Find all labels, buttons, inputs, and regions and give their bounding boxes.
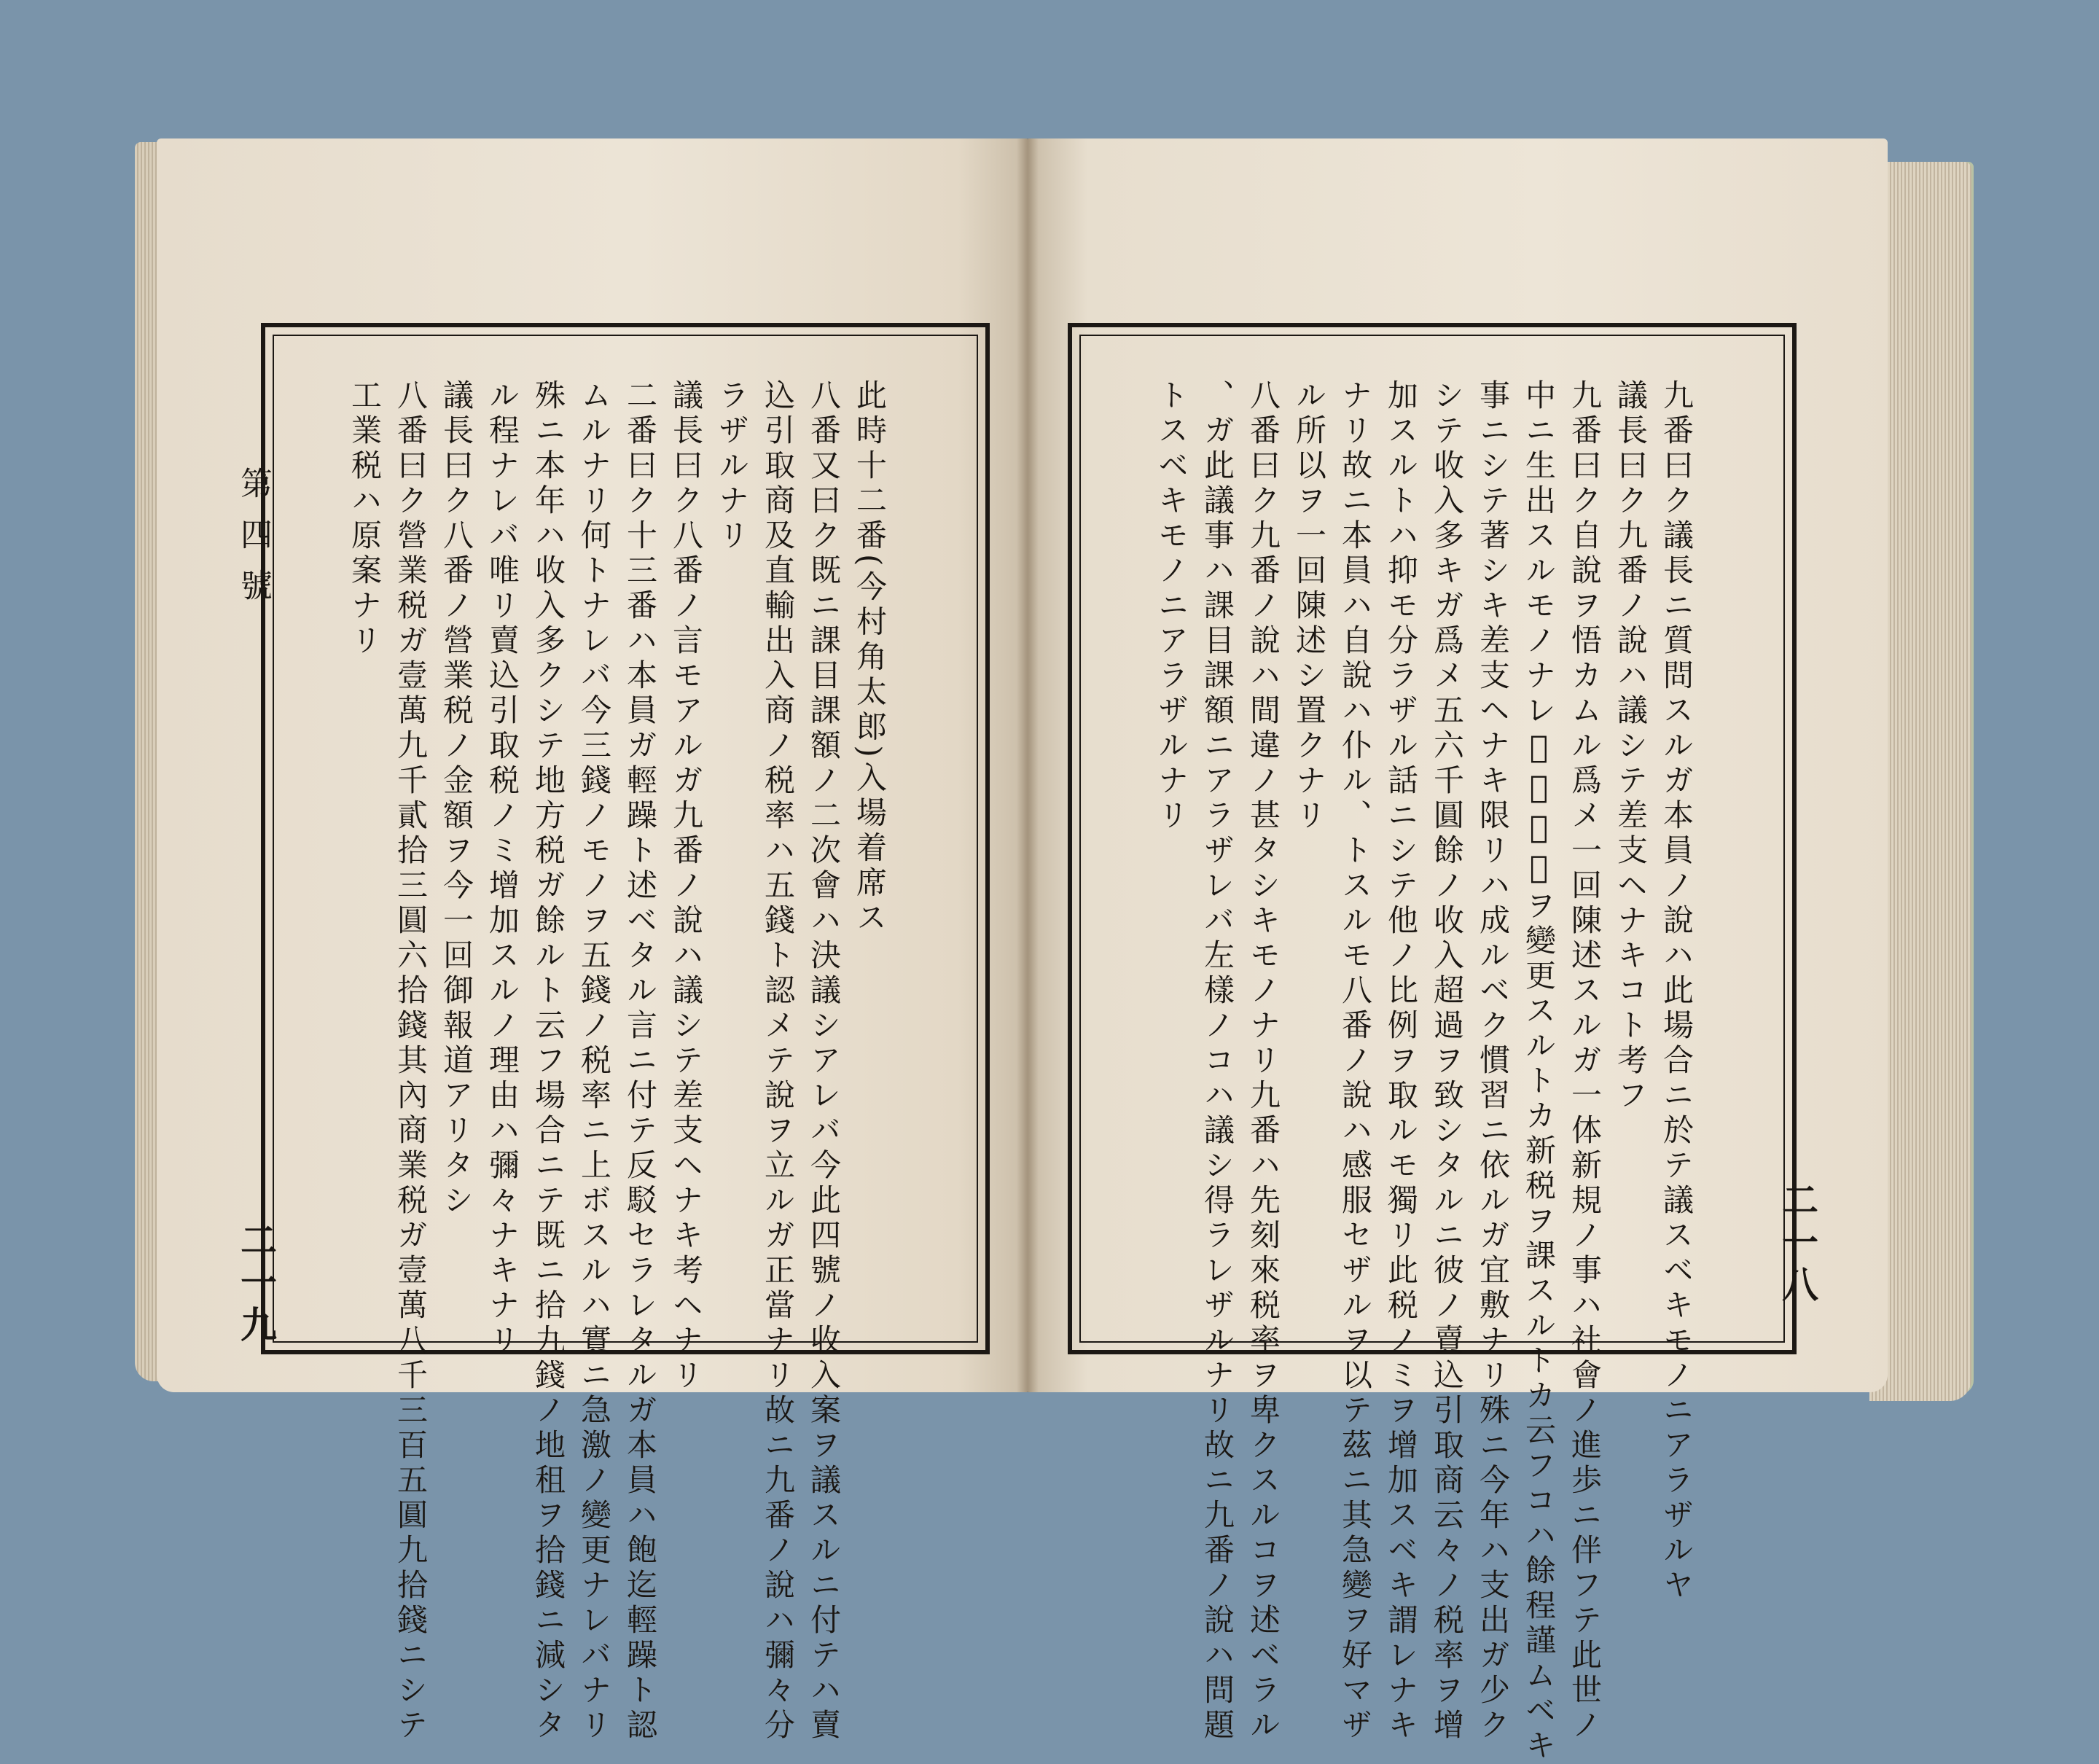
text-line: 二番曰ク十三番ハ本員ガ輕躁ト述ベタル言ニ付テ反駁セラレタルガ本員ハ飽迄輕躁ト認: [622, 379, 658, 1744]
text-line: 九番曰ク自說ヲ悟カムル爲メ一回陳述スルガ一体新規ノ事ハ社會ノ進歩ニ伴フテ此世ノ: [1567, 379, 1603, 1744]
text-line: 八番又曰ク既ニ課目課額ノ二次會ハ決議シアレバ今此四號ノ收入案ヲ議スルニ付テハ賣: [806, 379, 842, 1744]
right-page-number: 二一八: [1776, 1181, 1819, 1308]
text-line: 此時十二番(今村角太郎)入場着席ス: [852, 379, 888, 937]
text-line: ル所以ヲ一回陳述シ置クナリ: [1291, 379, 1327, 834]
text-line: 議長曰ク九番ノ說ハ議シテ差支ヘナキコト考フ: [1613, 379, 1649, 1114]
text-line: 中ニ生出スルモノナレ𪜈今税率ヲ變更スルトカ新税ヲ課スルトカ云フコハ餘程謹ムベキ: [1521, 379, 1557, 1764]
issue-label: 第四號: [235, 467, 272, 620]
left-page-number: 二一九: [235, 1221, 278, 1348]
text-line: 九番曰ク議長ニ質問スルガ本員ノ說ハ此場合ニ於テ議スベキモノニアラザルヤ: [1659, 379, 1695, 1604]
text-line: 、ガ此議事ハ課目課額ニアラザレバ左樣ノコハ議シ得ラレザルナリ故ニ九番ノ說ハ問題: [1200, 379, 1235, 1744]
text-line: トスベキモノニアラザルナリ: [1154, 379, 1189, 834]
right-page-body: [1051, 379, 1700, 1764]
text-line: 加スルトハ抑モ分ラザル話ニシテ他ノ比例ヲ取ルモ獨リ此税ノミヲ增加スベキ謂レナキ: [1383, 379, 1419, 1744]
left-page-body: [347, 379, 893, 1744]
text-line: ラザルナリ: [714, 379, 750, 554]
text-line: ムルナリ何トナレバ今三錢ノモノヲ五錢ノ税率ニ上ボスルハ實ニ急激ノ變更ナレバナリ: [576, 379, 612, 1744]
text-line: 工業税ハ原案ナリ: [347, 379, 383, 659]
text-line: 議長曰ク八番ノ言モアルガ九番ノ說ハ議シテ差支ヘナキ考ヘナリ: [668, 379, 704, 1394]
text-line: ル程ナレバ唯リ賣込引取税ノミ增加スルノ理由ハ彌々ナキナリ: [485, 379, 520, 1359]
text-line: 事ニシテ著シキ差支ヘナキ限リハ成ルベク慣習ニ依ルガ宜敷ナリ殊ニ今年ハ支出ガ少ク: [1475, 379, 1511, 1744]
text-line: 八番曰ク九番ノ說ハ間違ノ甚タシキモノナリ九番ハ先刻來税率ヲ卑クスルコヲ述ベラル: [1246, 379, 1281, 1744]
book-gutter: [1017, 138, 1039, 1392]
text-line: 殊ニ本年ハ收入多クシテ地方税ガ餘ルト云フ場合ニテ既ニ拾九錢ノ地租ヲ拾錢ニ減シタ: [531, 379, 566, 1744]
text-line: 八番曰ク營業税ガ壹萬九千貳拾三圓六拾錢其內商業税ガ壹萬八千三百五圓九拾錢ニシテ: [393, 379, 429, 1744]
text-line: ナリ故ニ本員ハ自說ハ仆ル、トスルモ八番ノ說ハ感服セザルヲ以テ茲ニ其急變ヲ好マザ: [1337, 379, 1373, 1744]
text-line: 込引取商及直輸出入商ノ税率ハ五錢ト認メテ說ヲ立ルガ正當ナリ故ニ九番ノ說ハ彌々分: [760, 379, 796, 1744]
text-line: 議長曰ク八番ノ營業税ノ金額ヲ今一回御報道アリタシ: [439, 379, 474, 1219]
text-line: シテ收入多キガ爲メ五六千圓餘ノ收入超過ヲ致シタルニ彼ノ賣込引取商云々ノ税率ヲ增: [1429, 379, 1465, 1744]
